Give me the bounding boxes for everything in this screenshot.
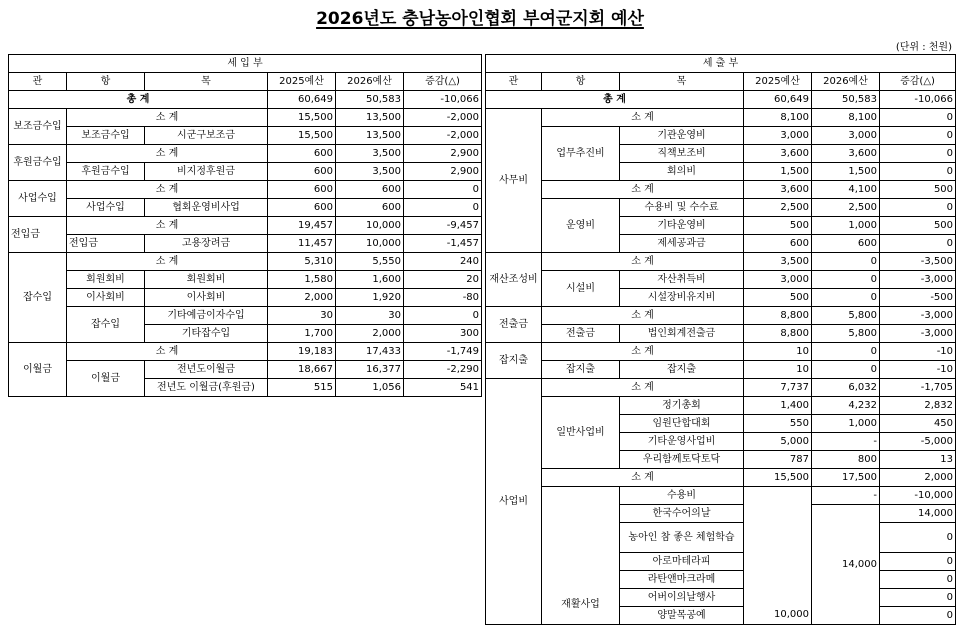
- table-row: 제세공과금 600 600 0: [486, 235, 956, 253]
- table-row: 후원금수입 소 계 600 3,500 2,900: [9, 145, 482, 163]
- table-row: 기타운영비 500 1,000 500: [486, 217, 956, 235]
- table-row: 임원단합대회 550 1,000 450: [486, 415, 956, 433]
- table-row: 이월금 전년도이월금 18,667 16,377 -2,290: [9, 361, 482, 379]
- table-row: 양말목공예 0: [486, 607, 956, 625]
- table-row: 전년도 이월금(후원금) 515 1,056 541: [9, 379, 482, 397]
- table-row: 기타잡수입 1,700 2,000 300: [9, 325, 482, 343]
- table-row: 보조금수입 시군구보조금 15,500 13,500 -2,000: [9, 127, 482, 145]
- table-row: 후원금수입 비지정후원금 600 3,500 2,900: [9, 163, 482, 181]
- table-row: 업무추진비 기관운영비 3,000 3,000 0: [486, 127, 956, 145]
- table-row: 회의비 1,500 1,500 0: [486, 163, 956, 181]
- table-row: 회원회비 회원회비 1,580 1,600 20: [9, 271, 482, 289]
- table-row: 한국수어의날 14,000 14,000: [486, 505, 956, 523]
- table-row: 사업수입 소 계 600 600 0: [9, 181, 482, 199]
- income-column-headers: 관 항 목 2025예산 2026예산 증감(△): [9, 73, 482, 91]
- table-row: 잡수입 소 계 5,310 5,550 240: [9, 253, 482, 271]
- expense-column-headers: 관 항 목 2025예산 2026예산 증감(△): [486, 73, 956, 91]
- expense-total-row: 총 계 60,649 50,583 -10,066: [486, 91, 956, 109]
- income-table: [8, 54, 482, 397]
- table-row: 시설장비유지비 500 0 -500: [486, 289, 956, 307]
- table-row: 시설비 자산취득비 3,000 0 -3,000: [486, 271, 956, 289]
- table-row: 직책보조비 3,600 3,600 0: [486, 145, 956, 163]
- table-row: 전출금 법인회계전출금 8,800 5,800 -3,000: [486, 325, 956, 343]
- table-row: 전출금 소 계 8,800 5,800 -3,000: [486, 307, 956, 325]
- table-row: 이사회비 이사회비 2,000 1,920 -80: [9, 289, 482, 307]
- table-row: 전입금 고용장려금 11,457 10,000 -1,457: [9, 235, 482, 253]
- table-row: 잡지출 소 계 10 0 -10: [486, 343, 956, 361]
- table-row: 우리함께토닥토닥 787 800 13: [486, 451, 956, 469]
- table-row: 운영비 수용비 및 수수료 2,500 2,500 0: [486, 199, 956, 217]
- income-total-row: 총 계 60,649 50,583 -10,066: [9, 91, 482, 109]
- table-row: 사업수입 협회운영비사업 600 600 0: [9, 199, 482, 217]
- table-row: 농아인 참 좋은 체험학습 0: [486, 523, 956, 553]
- unit-label: (단위 : 천원): [895, 42, 952, 53]
- table-row: 재활사업 수용비 10,000 - -10,000: [486, 487, 956, 505]
- table-row: 잡수입 기타예금이자수입 30 30 0: [9, 307, 482, 325]
- table-row: 전입금 소 계 19,457 10,000 -9,457: [9, 217, 482, 235]
- document-title: 2026년도 충남농아인협회 부여군지회 예산: [316, 9, 644, 29]
- table-row: 재산조성비 소 계 3,500 0 -3,500: [486, 253, 956, 271]
- table-row: 이월금 소 계 19,183 17,433 -1,749: [9, 343, 482, 361]
- table-row: 사업비 소 계 7,737 6,032 -1,705: [486, 379, 956, 397]
- table-row: 보조금수입 소 계 15,500 13,500 -2,000: [9, 109, 482, 127]
- table-row: 일반사업비 정기총회 1,400 4,232 2,832: [486, 397, 956, 415]
- table-row: 어버이의날행사 0: [486, 589, 956, 607]
- table-row: 잡지출 잡지출 10 0 -10: [486, 361, 956, 379]
- table-row: 소 계 15,500 17,500 2,000: [486, 469, 956, 487]
- expense-section-header: 세 출 부: [486, 55, 956, 73]
- table-row: 사무비 소 계 8,100 8,100 0: [486, 109, 956, 127]
- table-row: 라탄앤마크라메 0: [486, 571, 956, 589]
- table-row: 기타운영사업비 5,000 - -5,000: [486, 433, 956, 451]
- income-section-header: 세 입 부: [9, 55, 482, 73]
- expense-table: [485, 54, 956, 625]
- table-row: 소 계 3,600 4,100 500: [486, 181, 956, 199]
- table-row: 아로마테라피 0: [486, 553, 956, 571]
